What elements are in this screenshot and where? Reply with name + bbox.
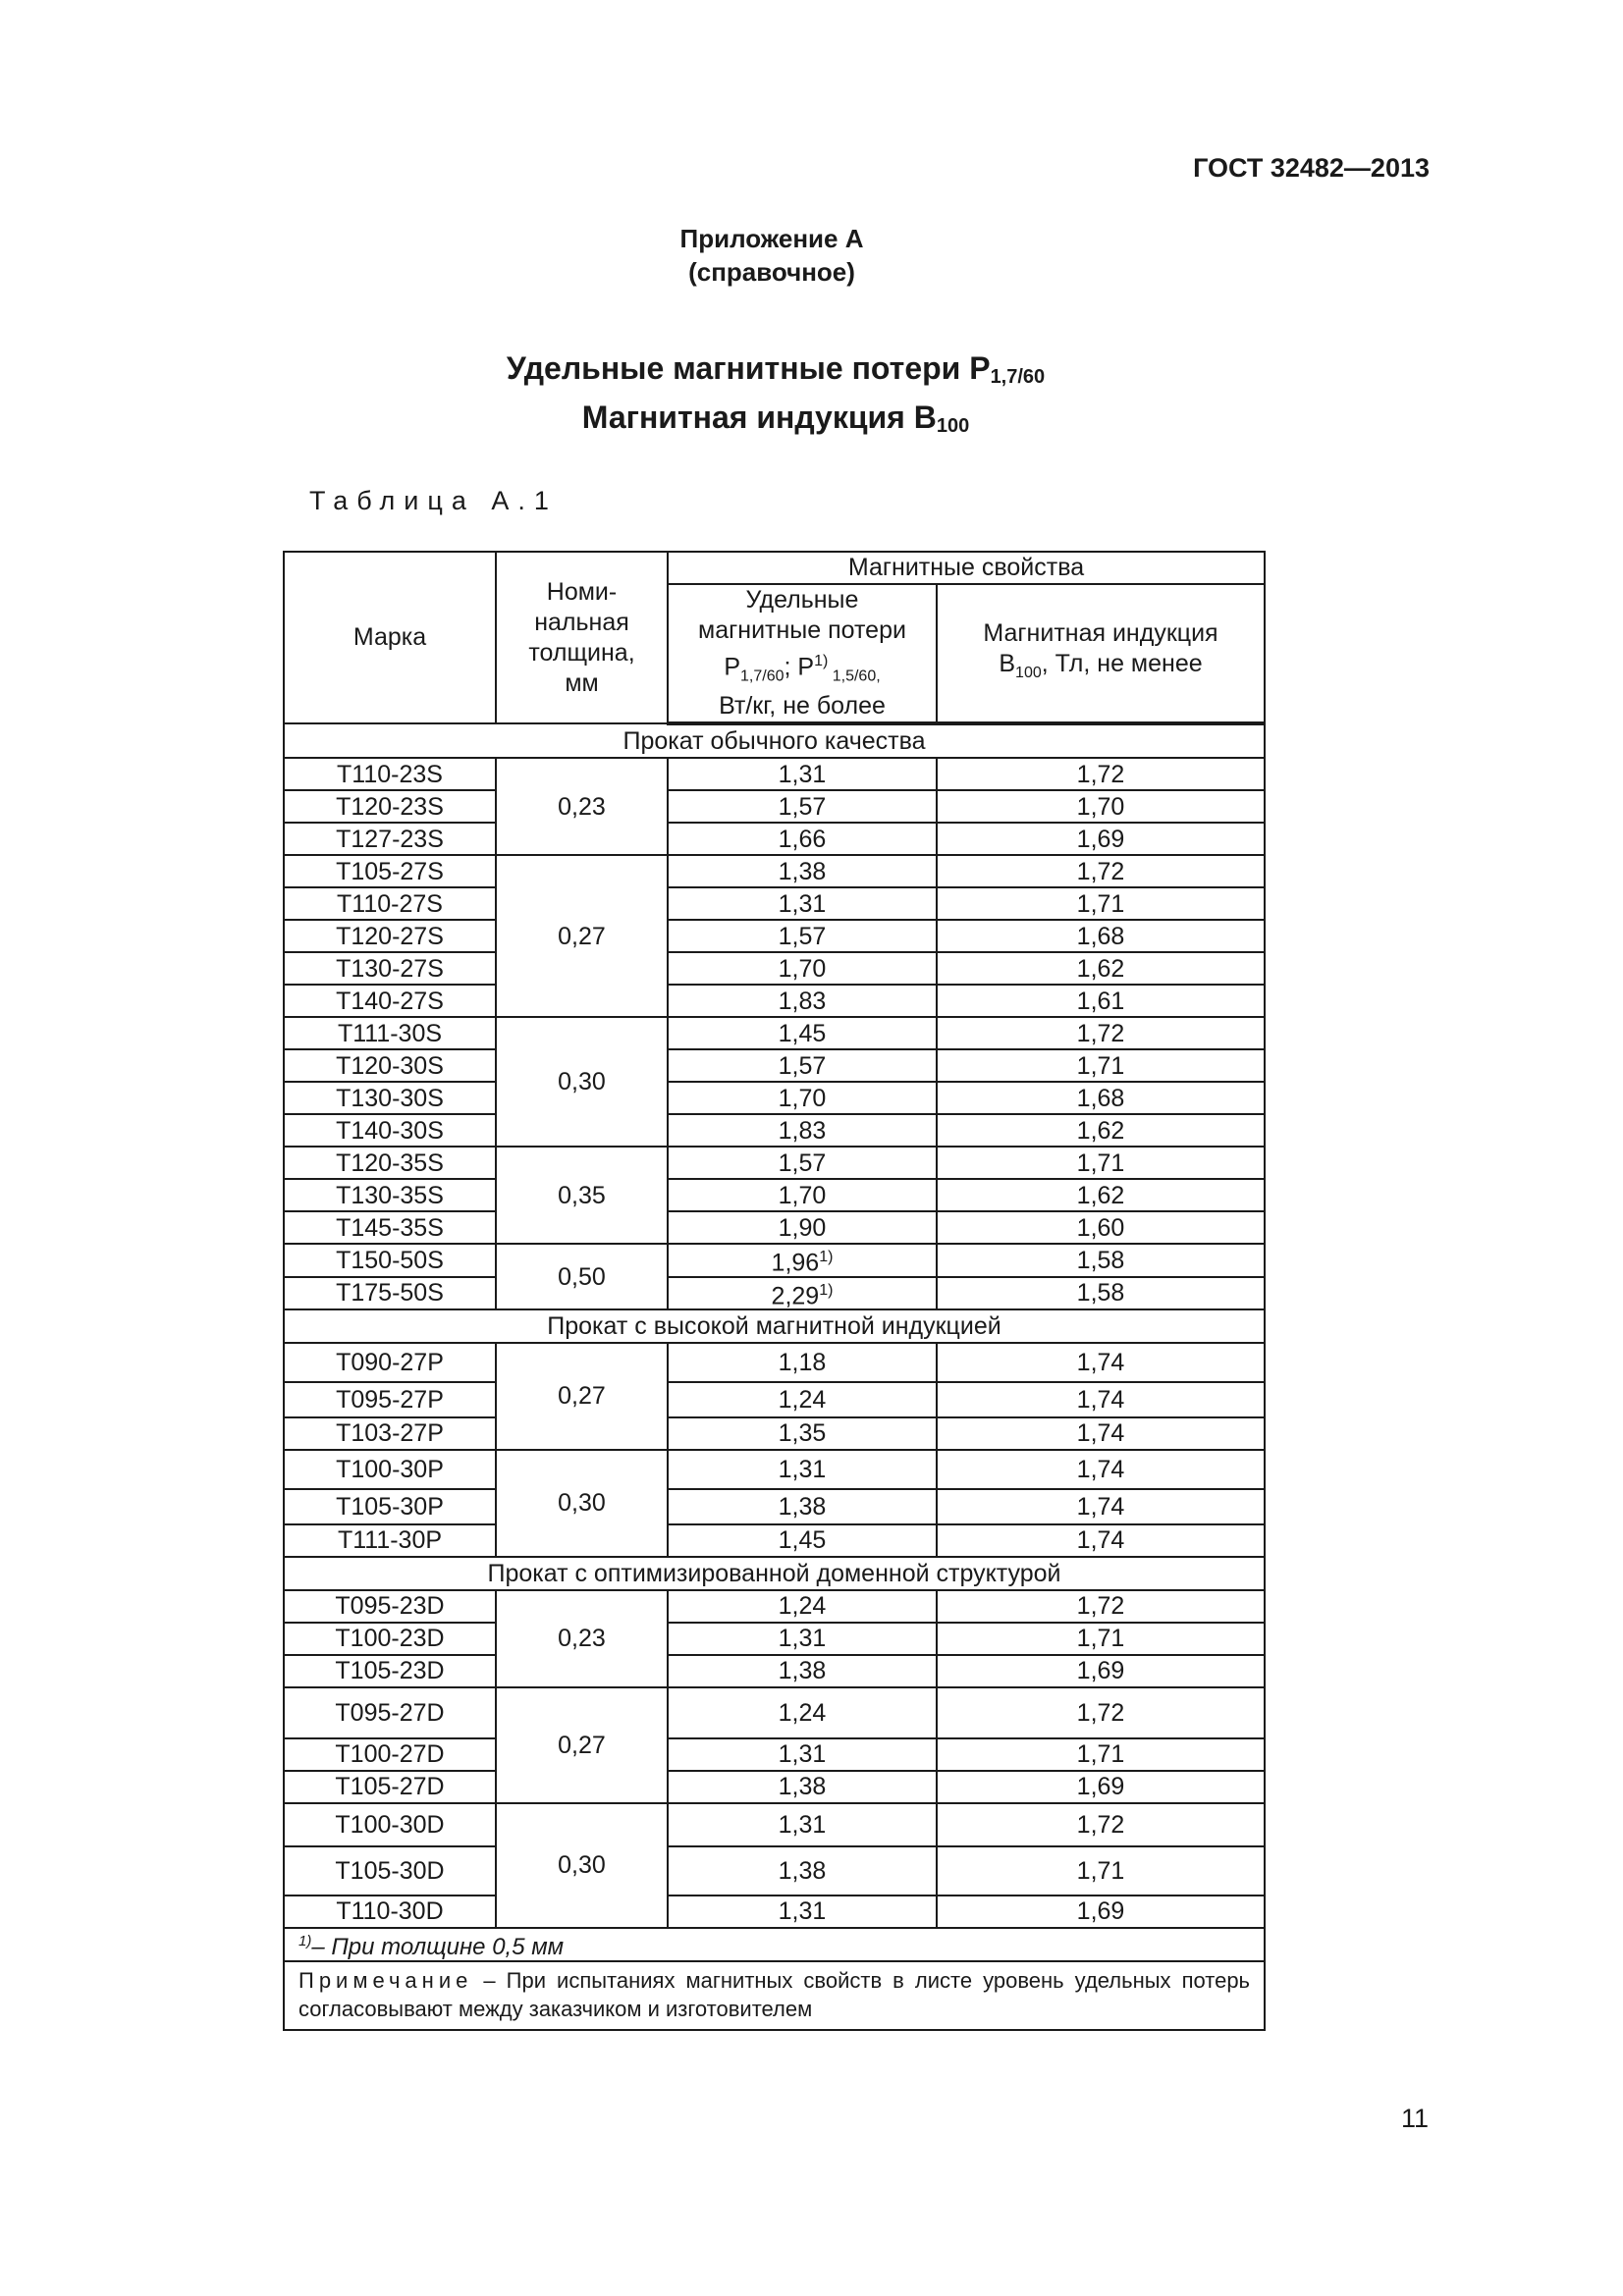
table-row [284,1771,1265,1803]
table-row [284,920,1265,952]
table-row [284,1343,1265,1382]
thickness-cell: 0,30 [496,1017,668,1147]
table-row [284,1687,1265,1738]
grade-cell: Т090-27Р [284,1343,496,1382]
appendix-title: Приложение А [679,224,864,253]
grade-cell: Т095-27Р [284,1382,496,1417]
induction-cell: 1,71 [937,1846,1265,1896]
grade-cell: Т110-30D [284,1896,496,1928]
loss-cell: 1,24 [668,1382,937,1417]
induction-cell: 1,62 [937,952,1265,985]
thickness-cell: 0,30 [496,1450,668,1557]
loss-cell: 1,57 [668,1049,937,1082]
loss-cell: 1,66 [668,823,937,855]
thickness-cell: 0,27 [496,1343,668,1450]
title-line-1: Удельные магнитные потери $Р_{1,7/60}$ [506,350,1046,388]
induction-cell: 1,69 [937,1771,1265,1803]
loss-cell: 1,96$^{1)}$ [668,1244,937,1276]
thickness-cell: 0,27 [496,855,668,1017]
induction-cell: 1,58 [937,1244,1265,1276]
induction-cell: 1,61 [937,985,1265,1017]
table-row [284,1147,1265,1179]
table-row [284,1590,1265,1623]
loss-cell: 2,29$^{1)}$ [668,1277,937,1309]
grade-cell: Т127-23S [284,823,496,855]
induction-cell: 1,68 [937,1082,1265,1114]
induction-cell: 1,62 [937,1179,1265,1211]
induction-cell: 1,72 [937,1017,1265,1049]
induction-cell: 1,60 [937,1211,1265,1244]
table-row [284,1524,1265,1557]
grade-cell: Т105-30Р [284,1489,496,1524]
header-magnetic-induction: Магнитная индукция $В_{100}$, Тл, не менее [937,584,1265,723]
loss-cell: 1,18 [668,1343,937,1382]
grade-cell: Т105-23D [284,1655,496,1687]
table-row [284,1896,1265,1928]
table-row [284,1450,1265,1489]
loss-cell: 1,31 [668,887,937,920]
properties-table [283,551,1266,2031]
table-footnote: $^{1)}$– При толщине 0,5 мм [284,1928,1265,1961]
induction-cell: 1,71 [937,1049,1265,1082]
induction-cell: 1,70 [937,790,1265,823]
header-magnetic-properties: Магнитные свойства [668,552,1265,584]
grade-cell: Т100-30Р [284,1450,496,1489]
table-row [284,1114,1265,1147]
grade-cell: Т095-27D [284,1687,496,1738]
induction-cell: 1,72 [937,1687,1265,1738]
table-row [284,790,1265,823]
grade-cell: Т111-30Р [284,1524,496,1557]
grade-cell: Т105-27D [284,1771,496,1803]
induction-cell: 1,72 [937,1803,1265,1846]
induction-cell: 1,72 [937,758,1265,790]
appendix-heading [0,222,1543,289]
loss-cell: 1,83 [668,1114,937,1147]
grade-cell: Т105-27S [284,855,496,887]
page-title [0,348,1551,447]
table-row [284,1655,1265,1687]
thickness-cell: 0,50 [496,1244,668,1309]
table-row [284,985,1265,1017]
grade-cell: Т110-23S [284,758,496,790]
induction-cell: 1,71 [937,1147,1265,1179]
table-row [284,1382,1265,1417]
grade-cell: Т111-30S [284,1017,496,1049]
induction-cell: 1,74 [937,1489,1265,1524]
table-row [284,758,1265,790]
loss-cell: 1,38 [668,855,937,887]
thickness-cell: 0,30 [496,1803,668,1928]
loss-cell: 1,90 [668,1211,937,1244]
loss-cell: 1,70 [668,952,937,985]
table-row [284,1082,1265,1114]
grade-cell: Т100-30D [284,1803,496,1846]
induction-cell: 1,74 [937,1417,1265,1450]
page-number: 11 [1400,2104,1429,2133]
induction-cell: 1,74 [937,1450,1265,1489]
header-specific-losses: Удельные магнитные потери $Р_{1,7/60}$; $Р^{1)}$ $_{1,5/60,}$ Вт/кг, не более [668,584,937,723]
loss-cell: 1,57 [668,920,937,952]
header-thickness: Номи- нальная толщина, мм [496,552,668,723]
table-row [284,1049,1265,1082]
induction-cell: 1,74 [937,1524,1265,1557]
loss-cell: 1,38 [668,1846,937,1896]
loss-cell: 1,31 [668,758,937,790]
section-title: Прокат обычного качества [284,723,1265,758]
table-row [284,887,1265,920]
induction-cell: 1,72 [937,1590,1265,1623]
grade-cell: Т120-30S [284,1049,496,1082]
loss-cell: 1,70 [668,1179,937,1211]
table-row [284,1017,1265,1049]
loss-cell: 1,31 [668,1738,937,1771]
induction-cell: 1,69 [937,1896,1265,1928]
grade-cell: Т120-27S [284,920,496,952]
grade-cell: Т145-35S [284,1211,496,1244]
grade-cell: Т140-30S [284,1114,496,1147]
induction-cell: 1,74 [937,1382,1265,1417]
thickness-cell: 0,27 [496,1687,668,1803]
table-row [284,1489,1265,1524]
grade-cell: Т130-30S [284,1082,496,1114]
table-row [284,1277,1265,1309]
grade-cell: Т110-27S [284,887,496,920]
table-row [284,1179,1265,1211]
grade-cell: Т150-50S [284,1244,496,1276]
thickness-cell: 0,35 [496,1147,668,1244]
loss-cell: 1,35 [668,1417,937,1450]
document-number: ГОСТ 32482—2013 [1193,153,1430,183]
grade-cell: Т100-23D [284,1623,496,1655]
loss-cell: 1,38 [668,1771,937,1803]
loss-cell: 1,45 [668,1524,937,1557]
title-line-2: Магнитная индукция $В_{100}$ [581,400,970,437]
section-title: Прокат с высокой магнитной индукцией [284,1309,1265,1343]
grade-cell: Т120-23S [284,790,496,823]
table-row [284,952,1265,985]
table-row [284,1417,1265,1450]
loss-cell: 1,70 [668,1082,937,1114]
grade-cell: Т105-30D [284,1846,496,1896]
thickness-cell: 0,23 [496,1590,668,1687]
loss-cell: 1,31 [668,1803,937,1846]
loss-cell: 1,38 [668,1489,937,1524]
induction-cell: 1,69 [937,1655,1265,1687]
loss-cell: 1,24 [668,1687,937,1738]
grade-cell: Т140-27S [284,985,496,1017]
loss-cell: 1,38 [668,1655,937,1687]
grade-cell: Т100-27D [284,1738,496,1771]
appendix-subtitle: (справочное) [688,257,855,287]
induction-cell: 1,58 [937,1277,1265,1309]
induction-cell: 1,74 [937,1343,1265,1382]
grade-cell: Т095-23D [284,1590,496,1623]
loss-cell: 1,31 [668,1623,937,1655]
table-row [284,1846,1265,1896]
table-row [284,823,1265,855]
induction-cell: 1,71 [937,887,1265,920]
induction-cell: 1,68 [937,920,1265,952]
section-title: Прокат с оптимизированной доменной структурой [284,1557,1265,1590]
loss-cell: 1,57 [668,790,937,823]
grade-cell: Т130-27S [284,952,496,985]
induction-cell: 1,72 [937,855,1265,887]
grade-cell: Т175-50S [284,1277,496,1309]
table-note: Примечание – При испытаниях магнитных свойств в листе уровень удельных потерь согласовывают между заказчиком и изготовителем [284,1961,1265,2030]
loss-cell: 1,57 [668,1147,937,1179]
loss-cell: 1,45 [668,1017,937,1049]
header-grade: Марка [284,552,496,723]
table-row [284,1803,1265,1846]
grade-cell: Т130-35S [284,1179,496,1211]
grade-cell: Т103-27Р [284,1417,496,1450]
induction-cell: 1,71 [937,1623,1265,1655]
loss-cell: 1,31 [668,1896,937,1928]
loss-cell: 1,24 [668,1590,937,1623]
thickness-cell: 0,23 [496,758,668,855]
induction-cell: 1,71 [937,1738,1265,1771]
table-row [284,1623,1265,1655]
table-caption: Таблица А.1 [309,486,558,515]
induction-cell: 1,69 [937,823,1265,855]
loss-cell: 1,83 [668,985,937,1017]
table-row [284,1211,1265,1244]
table-row [284,1244,1265,1276]
table-row [284,1738,1265,1771]
loss-cell: 1,31 [668,1450,937,1489]
grade-cell: Т120-35S [284,1147,496,1179]
table-row [284,855,1265,887]
induction-cell: 1,62 [937,1114,1265,1147]
